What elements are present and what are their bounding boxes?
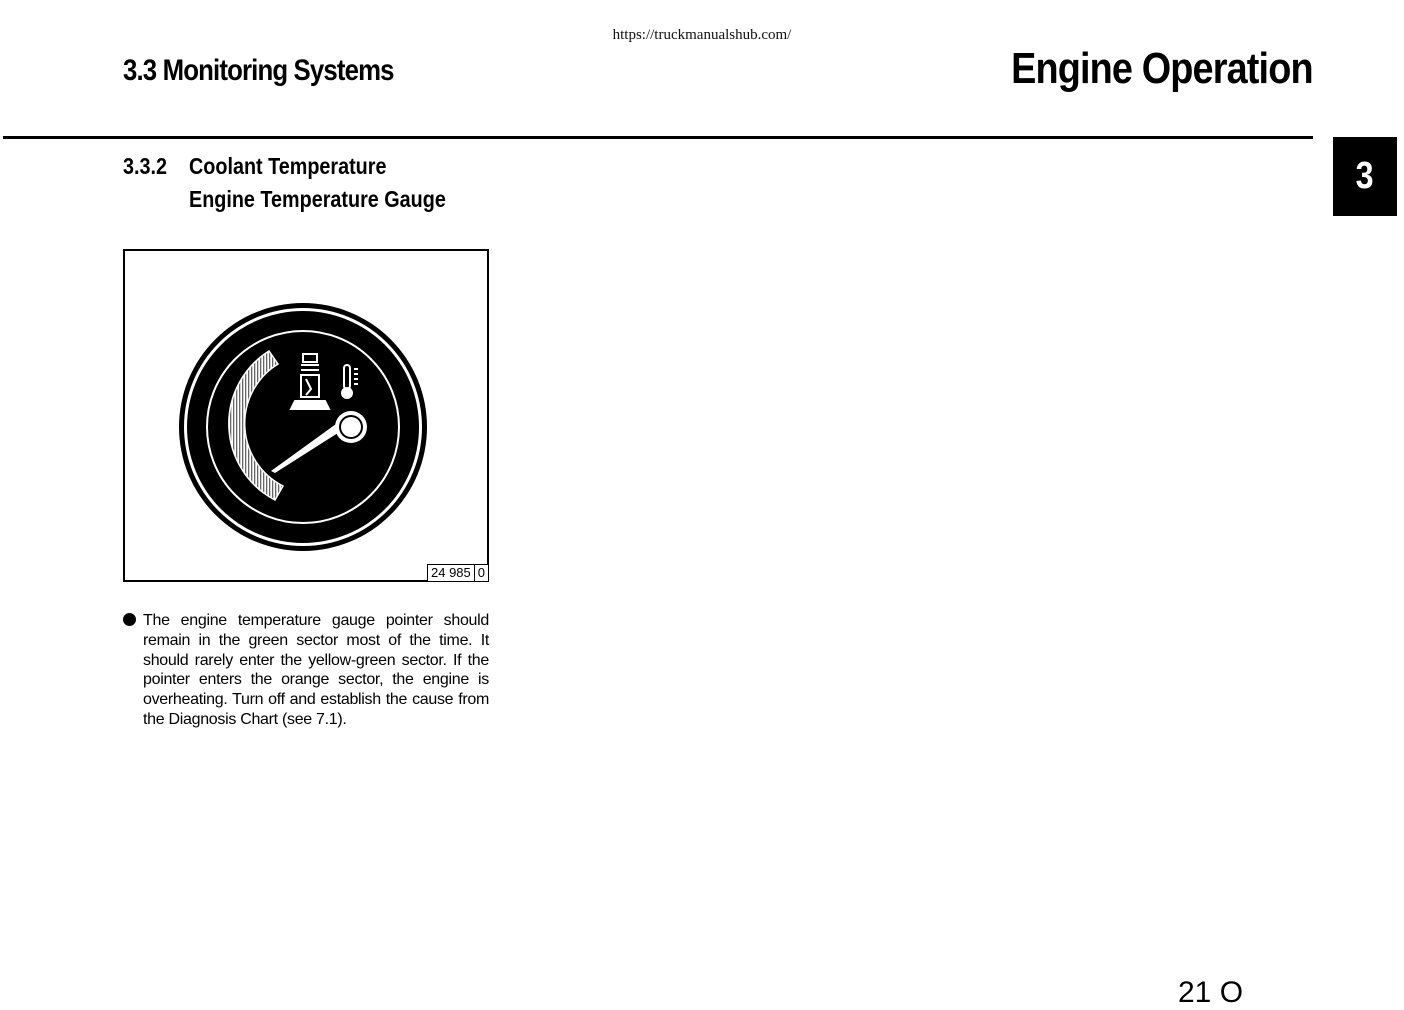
header-rule — [3, 136, 1313, 139]
figure-ref-number: 24 985 — [427, 564, 475, 582]
section-title: 3.3 Monitoring Systems — [123, 54, 394, 87]
bullet-dot — [123, 613, 136, 626]
chapter-title: Engine Operation — [1011, 44, 1313, 93]
source-url[interactable]: https://truckmanualshub.com/ — [612, 27, 792, 43]
chapter-tab — [1333, 137, 1397, 216]
figure-reference — [427, 564, 489, 582]
subsection-subtitle: Engine Temperature Gauge — [189, 186, 446, 212]
temperature-gauge-icon — [125, 251, 487, 580]
page-footer-fragment: 21 O — [1178, 976, 1244, 1009]
figure-ref-suffix: 0 — [475, 564, 489, 582]
gauge-figure — [123, 249, 489, 582]
bullet-paragraph: The engine temperature gauge pointer should remain in the green sector most of the time. It should rarely enter the yellow-green sector. If the pointer enters the orange sector, the engine is overheating. Turn off and establish the cause from the Diagnosis Chart (see 7.1). — [143, 612, 489, 728]
subsection-number: 3.3.2 — [123, 153, 167, 179]
subsection-title: Coolant Temperature — [189, 153, 387, 179]
chapter-tab-number: 3 — [1356, 155, 1374, 197]
